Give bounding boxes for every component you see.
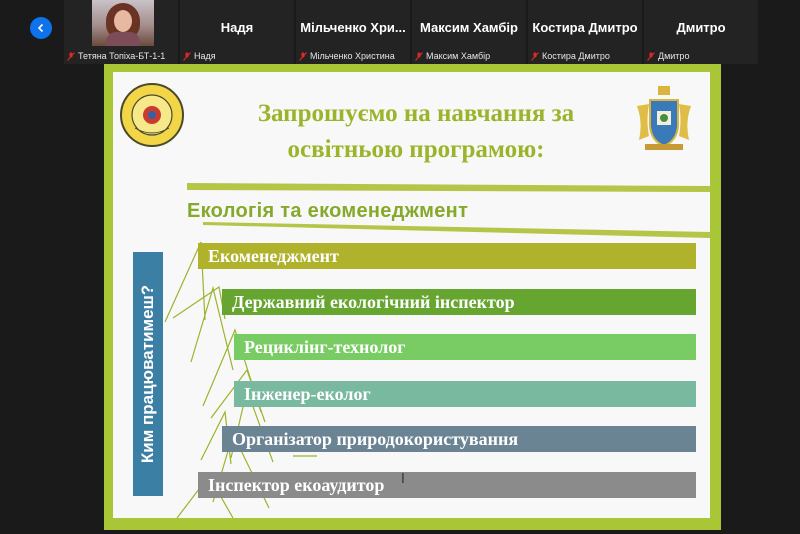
participant-name: Дмитро — [676, 20, 726, 35]
shared-screen-slide — [104, 64, 721, 530]
participant-name: Максим Хамбір — [420, 20, 518, 35]
participant-caption: Тетяна Топіха-БТ-1-1 — [67, 51, 165, 61]
participant-name: Надя — [220, 20, 254, 35]
participant-caption: Мільченко Христина — [299, 51, 395, 61]
back-button[interactable] — [30, 17, 52, 39]
participant-tile[interactable] — [412, 0, 526, 64]
mic-muted-icon — [415, 52, 423, 61]
job-item: Рециклінг-технолог — [234, 334, 696, 360]
mic-muted-icon — [67, 52, 75, 61]
job-item: Державний екологічний інспектор — [222, 289, 696, 315]
program-name: Екологія та екоменеджмент — [187, 200, 469, 222]
participant-name: Мільченко Хри... — [300, 20, 406, 35]
text-cursor-icon: I — [401, 472, 405, 487]
participant-caption: Максим Хамбір — [415, 51, 490, 61]
mic-muted-icon — [183, 52, 191, 61]
slide-title: Запрошуємо на навчання за освітньою програмою: — [257, 100, 575, 163]
slide-content — [113, 72, 710, 518]
mic-muted-icon — [647, 52, 655, 61]
job-item: Організатор природокористування — [222, 426, 696, 452]
participant-tile[interactable] — [296, 0, 410, 64]
participant-name: Костира Дмитро — [532, 20, 638, 35]
meeting-top-bar — [0, 0, 800, 64]
job-item: Інженер-еколог — [234, 381, 696, 407]
chevron-left-icon — [36, 23, 46, 33]
university-seal-icon — [119, 82, 185, 148]
participant-tile[interactable] — [180, 0, 294, 64]
participant-tile[interactable] — [528, 0, 642, 64]
participant-tile[interactable] — [644, 0, 758, 64]
participant-caption: Надя — [183, 51, 216, 61]
job-item: Екоменеджмент — [198, 243, 696, 269]
side-banner: Ким працюватимеш? — [133, 252, 163, 496]
participant-caption: Костира Дмитро — [531, 51, 610, 61]
mic-muted-icon — [299, 52, 307, 61]
participant-caption: Дмитро — [647, 51, 689, 61]
coat-of-arms-icon — [629, 84, 699, 154]
mic-muted-icon — [531, 52, 539, 61]
participant-video — [92, 0, 154, 46]
participant-tile[interactable] — [64, 0, 178, 64]
job-item: Інспектор екоаудитор — [198, 472, 696, 498]
